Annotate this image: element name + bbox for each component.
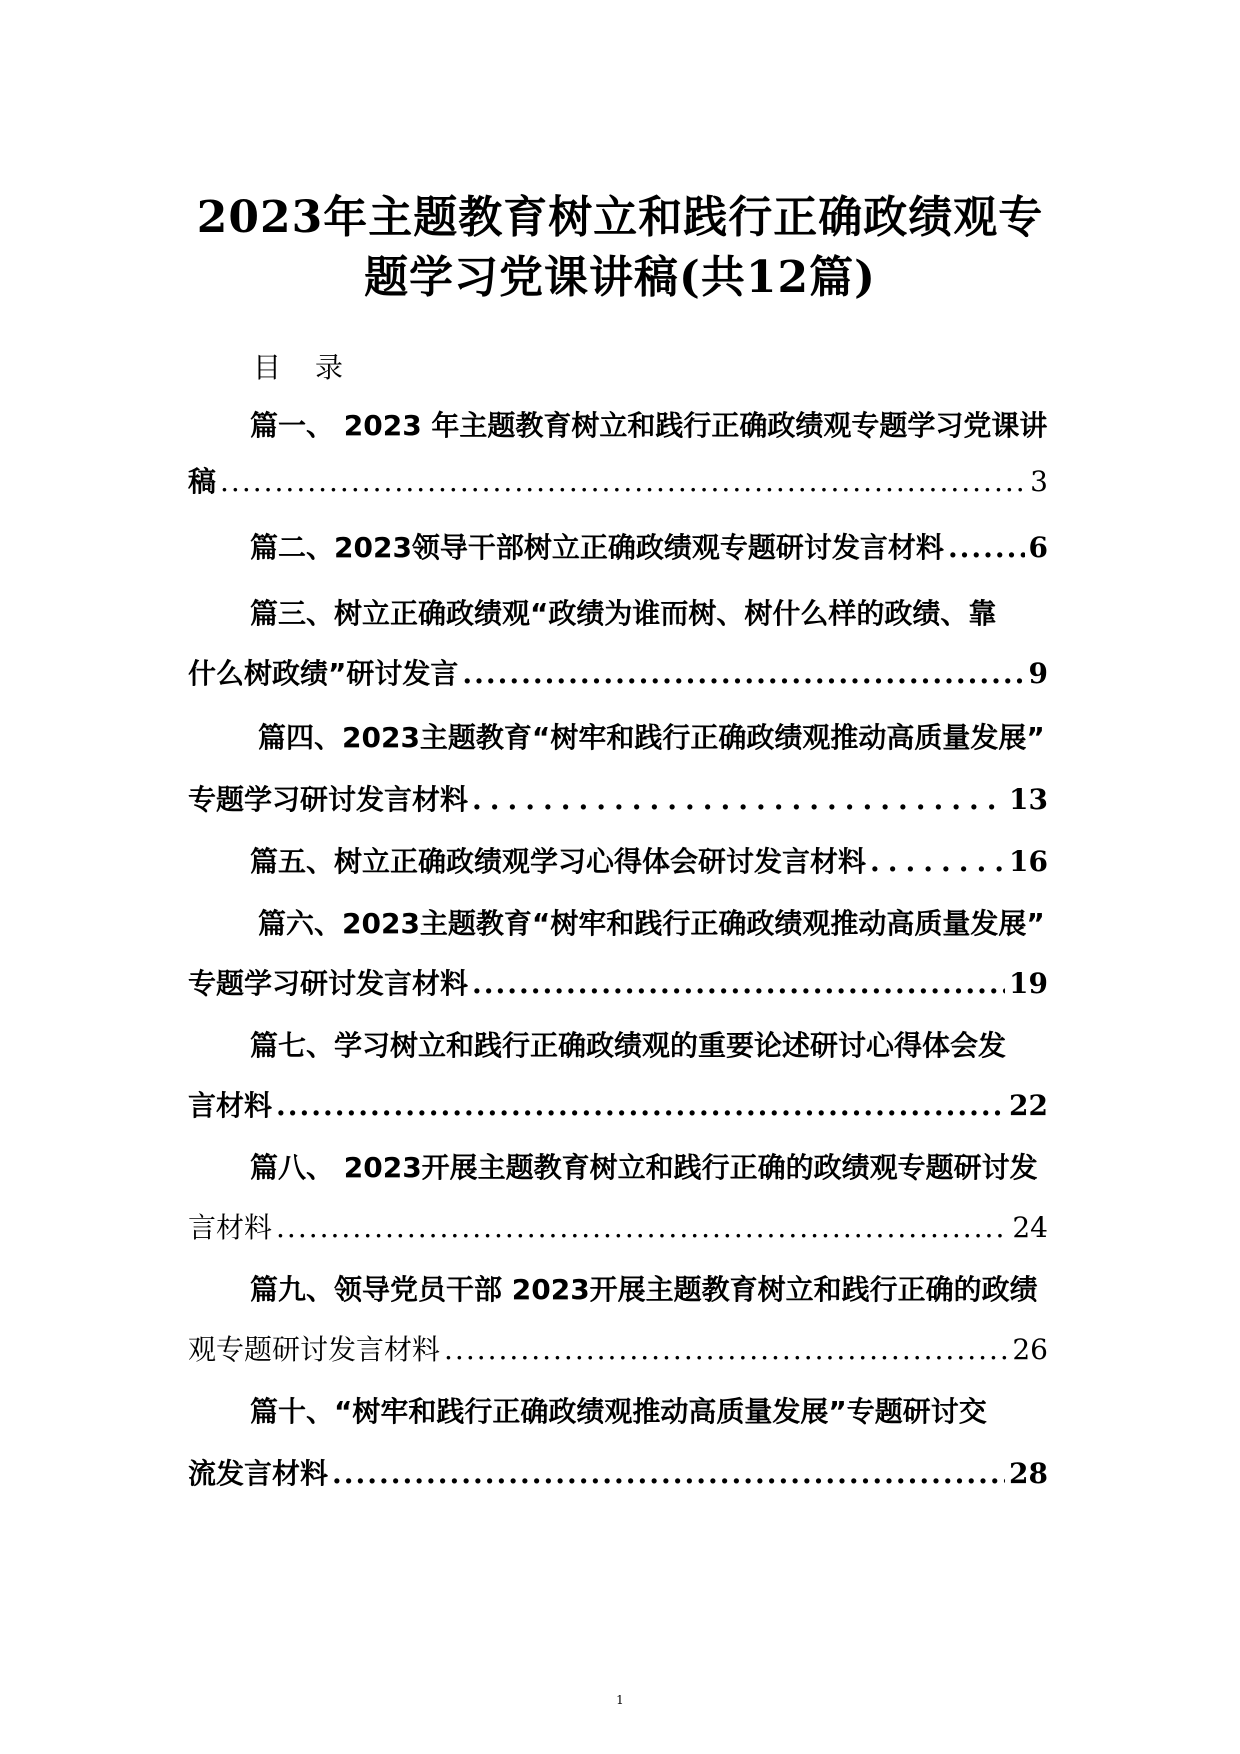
toc-heading-char-2: 录	[315, 351, 344, 384]
toc-entry-9-text: 观专题研讨发言材料	[188, 1333, 441, 1366]
toc-entry-10-page: 28	[1009, 1457, 1048, 1490]
document-title-line-1: 2023年主题教育树立和践行正确政绩观专	[196, 192, 1044, 243]
toc-entry-1-page: 3	[1030, 465, 1048, 498]
toc-entry-7-page: 22	[1009, 1089, 1048, 1122]
toc-heading	[253, 350, 343, 386]
toc-entry-8-line-2	[188, 1206, 1048, 1250]
toc-entry-7-line-2	[188, 1084, 1048, 1128]
toc-entry-3-line-1: 篇三、树立正确政绩观“政绩为谁而树、树什么样的政绩、靠	[250, 597, 997, 630]
page-number: 1	[616, 1693, 624, 1707]
toc-entry-6-text: 专题学习研讨发言材料	[188, 967, 469, 1000]
toc-entry-8-line-1: 篇八、 2023开展主题教育树立和践行正确的政绩观专题研讨发	[250, 1151, 1038, 1184]
toc-entry-9-line-2	[188, 1328, 1048, 1372]
toc-entry-4-line-2	[188, 778, 1048, 822]
toc-entry-9-leader	[444, 1328, 1008, 1372]
toc-entry-3-page: 9	[1028, 657, 1048, 690]
toc-entry-4-page: 13	[1009, 783, 1048, 816]
document-title-line-2: 题学习党课讲稿(共12篇)	[364, 252, 876, 303]
toc-entry-1-leader	[220, 460, 1026, 504]
toc-entry-7-line-1: 篇七、学习树立和践行正确政绩观的重要论述研讨心得体会发	[250, 1029, 1007, 1062]
toc-entry-7-text: 言材料	[188, 1089, 273, 1122]
toc-entry-6-page: 19	[1009, 967, 1048, 1000]
toc-heading-char-1: 目	[253, 351, 282, 384]
toc-entry-2-text: 篇二、2023领导干部树立正确政绩观专题研讨发言材料	[250, 531, 944, 564]
toc-entry-4-leader	[472, 778, 1005, 822]
toc-entry-5-leader	[870, 840, 1005, 884]
toc-entry-3-text: 什么树政绩”研讨发言	[188, 657, 459, 690]
toc-entry-2-page: 6	[1028, 531, 1048, 564]
toc-entry-10-line-1: 篇十、“树牢和践行正确政绩观推动高质量发展”专题研讨交	[250, 1395, 987, 1428]
toc-entry-7-leader	[276, 1084, 1005, 1128]
toc-entry-6-line-2	[188, 962, 1048, 1006]
toc-entry-10-text: 流发言材料	[188, 1457, 329, 1490]
toc-entry-5-text: 篇五、树立正确政绩观学习心得体会研讨发言材料	[250, 845, 867, 878]
toc-entry-6-leader	[472, 962, 1005, 1006]
toc-entry-4-text: 专题学习研讨发言材料	[188, 783, 469, 816]
toc-entry-2	[250, 526, 1048, 570]
toc-entry-1-line-1: 篇一、 2023 年主题教育树立和践行正确政绩观专题学习党课讲	[250, 409, 1048, 442]
toc-entry-5	[250, 840, 1048, 884]
toc-entry-4-line-1: 篇四、2023主题教育“树牢和践行正确政绩观推动高质量发展”	[258, 721, 1045, 754]
toc-entry-8-page: 24	[1012, 1211, 1048, 1244]
toc-entry-9-page: 26	[1012, 1333, 1048, 1366]
toc-entry-9-line-1: 篇九、领导党员干部 2023开展主题教育树立和践行正确的政绩	[250, 1273, 1038, 1306]
toc-entry-1-line-2	[188, 460, 1048, 504]
toc-entry-6-line-1: 篇六、2023主题教育“树牢和践行正确政绩观推动高质量发展”	[258, 907, 1045, 940]
toc-entry-8-text: 言材料	[188, 1211, 273, 1244]
toc-entry-3-leader	[462, 652, 1024, 696]
toc-entry-3-line-2	[188, 652, 1048, 696]
toc-entry-10-line-2	[188, 1452, 1048, 1496]
toc-entry-1-text: 稿	[188, 465, 217, 498]
toc-entry-8-leader	[276, 1206, 1008, 1250]
toc-entry-5-page: 16	[1009, 845, 1048, 878]
toc-entry-2-leader	[948, 526, 1025, 570]
toc-entry-10-leader	[332, 1452, 1005, 1496]
